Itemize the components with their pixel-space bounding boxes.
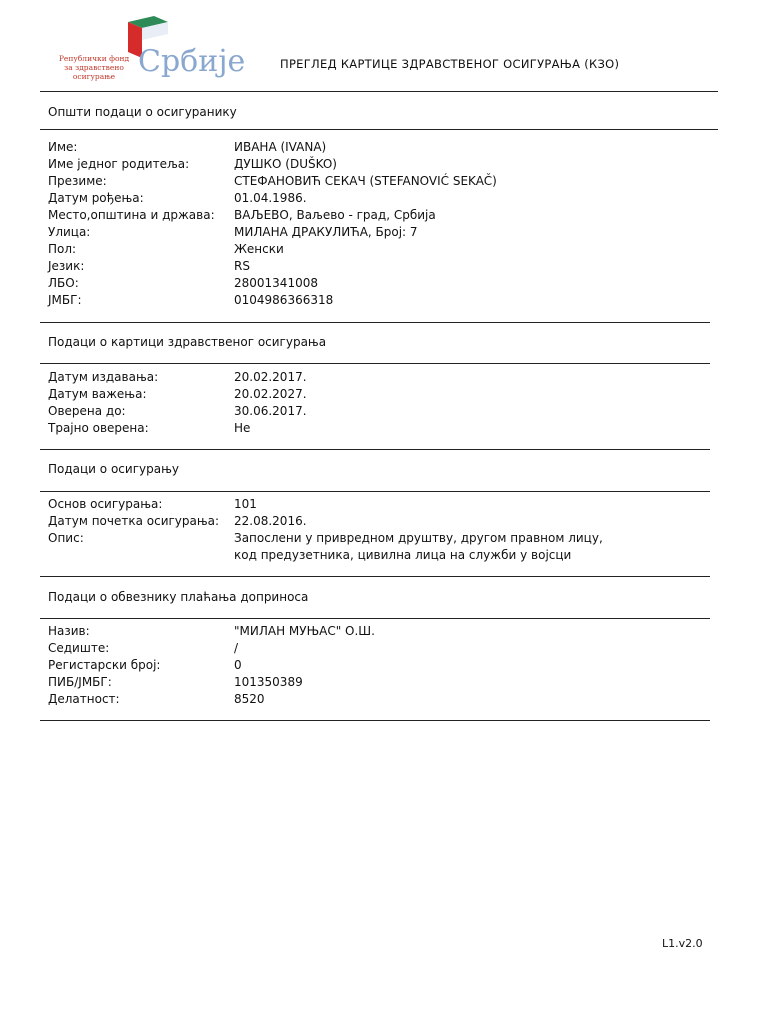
field-value: 101 <box>234 497 257 511</box>
field-value: 0104986366318 <box>234 293 334 307</box>
field-label: Основ осигурања: <box>48 497 163 511</box>
field-label: Седиште: <box>48 641 110 655</box>
divider <box>40 91 718 92</box>
divider <box>40 720 710 721</box>
divider <box>40 322 710 323</box>
field-label: Пол: <box>48 242 77 256</box>
logo-subtitle <box>48 54 140 81</box>
document-title: ПРЕГЛЕД КАРТИЦЕ ЗДРАВСТВЕНОГ ОСИГУРАЊА (КЗО) <box>280 57 620 71</box>
divider <box>40 618 710 619</box>
divider <box>40 576 710 577</box>
field-label: Трајно оверена: <box>48 421 149 435</box>
field-value: RS <box>234 259 250 273</box>
field-value: СТЕФАНОВИЋ СЕКАЧ (STEFANOVIĆ SEKAČ) <box>234 174 497 188</box>
field-value: ДУШКО (DUŠKO) <box>234 157 337 171</box>
field-label: Датум почетка осигурања: <box>48 514 220 528</box>
field-label: Место,општина и држава: <box>48 208 215 222</box>
divider <box>40 363 710 364</box>
field-label: Име једног родитеља: <box>48 157 190 171</box>
field-value: 22.08.2016. <box>234 514 307 528</box>
field-label: Регистарски број: <box>48 658 161 672</box>
divider <box>40 491 710 492</box>
field-value: 30.06.2017. <box>234 404 307 418</box>
field-value: 01.04.1986. <box>234 191 307 205</box>
field-label: Датум важења: <box>48 387 147 401</box>
field-label: Оверена до: <box>48 404 126 418</box>
field-value: 0 <box>234 658 242 672</box>
logo-word: Србије <box>138 44 246 79</box>
field-label: Назив: <box>48 624 90 638</box>
field-label: Језик: <box>48 259 85 273</box>
section-title-insured: Општи подаци о осигуранику <box>48 105 237 119</box>
field-label: ЈМБГ: <box>48 293 82 307</box>
version-label: L1.v2.0 <box>662 937 703 950</box>
field-value: МИЛАНА ДРАКУЛИЋА, Број: 7 <box>234 225 418 239</box>
field-label: Делатност: <box>48 692 120 706</box>
logo-subtitle-line2: за здравствено осигурање <box>64 63 124 81</box>
field-value: 101350389 <box>234 675 303 689</box>
field-value: 20.02.2017. <box>234 370 307 384</box>
field-value: код предузетника, цивилна лица на служби у војсци <box>234 548 572 562</box>
field-label: ЛБО: <box>48 276 79 290</box>
field-value: 8520 <box>234 692 265 706</box>
logo-subtitle-line1: Републички фонд <box>58 54 130 63</box>
field-value: ИВАНА (IVANA) <box>234 140 327 154</box>
field-value: Женски <box>234 242 284 256</box>
field-label: Датум рођења: <box>48 191 144 205</box>
field-label: Улица: <box>48 225 91 239</box>
section-title-insurance: Подаци о осигурању <box>48 462 179 476</box>
field-value: 20.02.2027. <box>234 387 307 401</box>
field-value: "МИЛАН МУЊАС" О.Ш. <box>234 624 375 638</box>
field-label: Презиме: <box>48 174 107 188</box>
field-label: Опис: <box>48 531 84 545</box>
divider <box>40 449 710 450</box>
field-value: Запослени у привредном друштву, другом правном лицу, <box>234 531 603 545</box>
field-label: Датум издавања: <box>48 370 159 384</box>
field-label: ПИБ/ЈМБГ: <box>48 675 112 689</box>
rfzo-logo <box>46 14 246 84</box>
field-value: Не <box>234 421 251 435</box>
field-value: ВАЉЕВО, Ваљево - град, Србија <box>234 208 436 222</box>
section-title-payer: Подаци о обвезнику плаћања доприноса <box>48 590 309 604</box>
section-title-card: Подаци о картици здравственог осигурања <box>48 335 327 349</box>
field-label: Име: <box>48 140 78 154</box>
divider <box>40 129 718 130</box>
field-value: / <box>234 641 239 655</box>
field-value: 28001341008 <box>234 276 318 290</box>
